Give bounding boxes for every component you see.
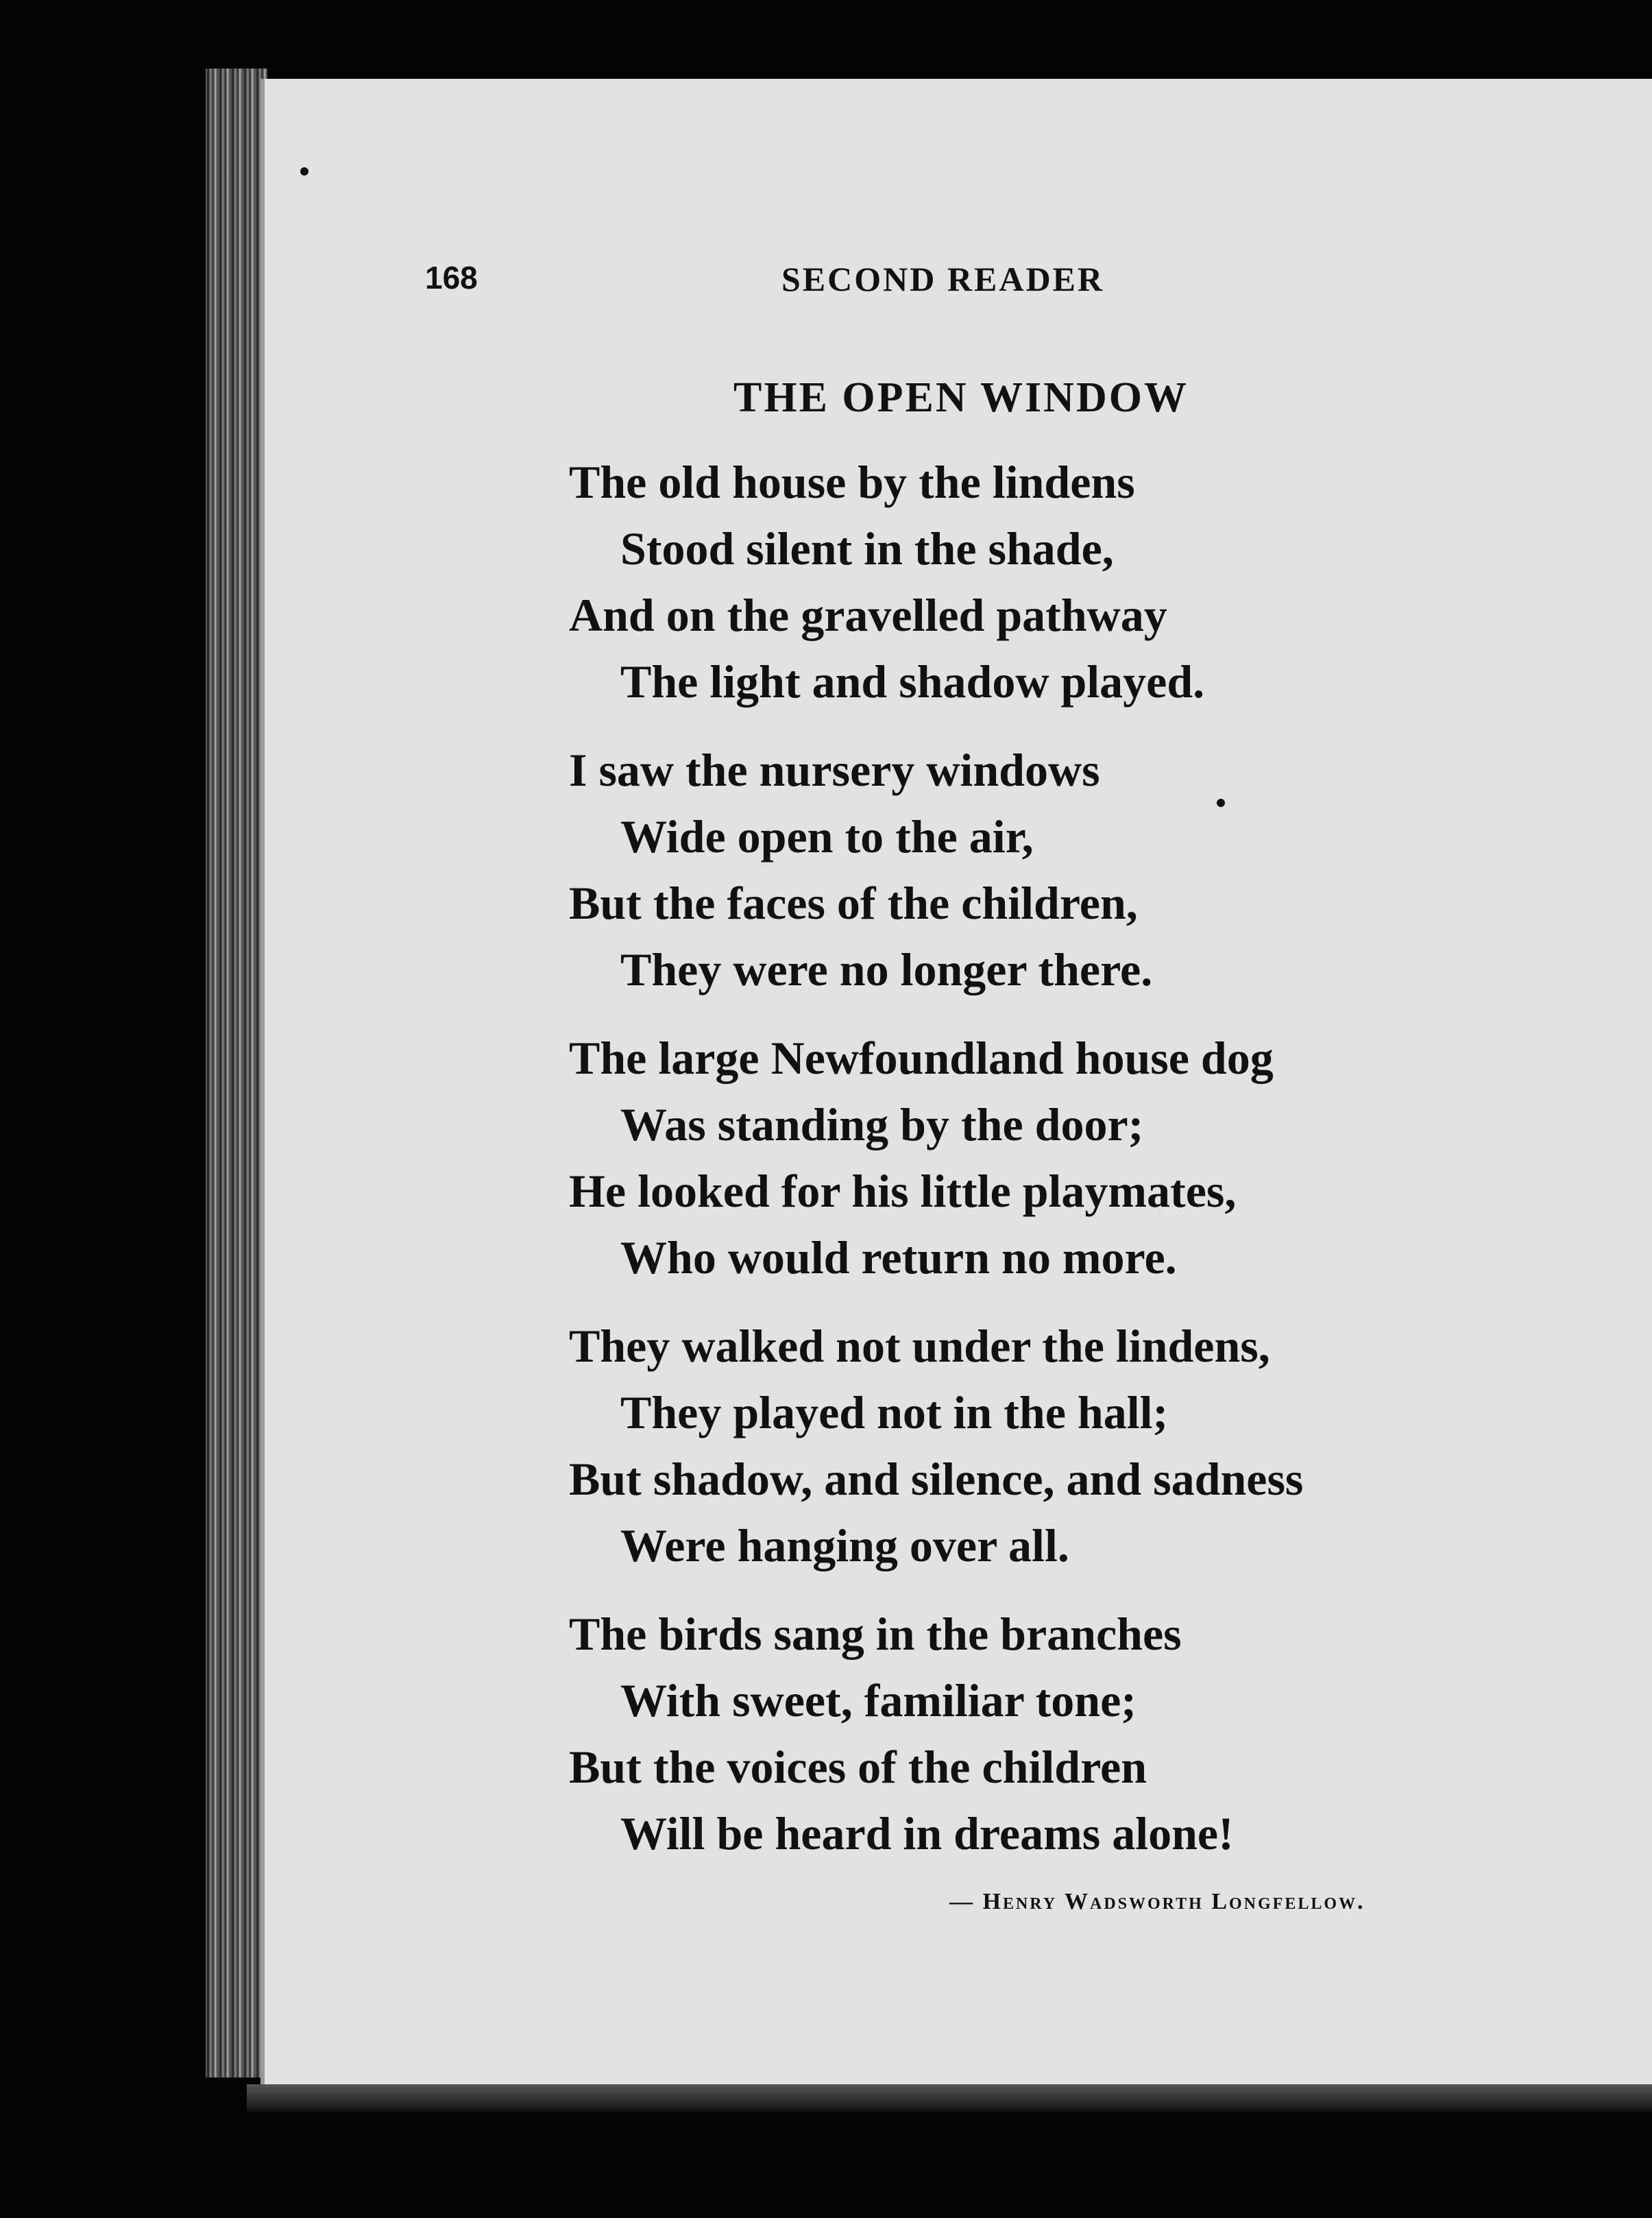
poem-line: Wide open to the air, (620, 810, 1034, 863)
stanza (569, 737, 1563, 1003)
poem-title: THE OPEN WINDOW (733, 374, 1189, 421)
poem-line: The birds sang in the branches (569, 1608, 1182, 1660)
poem-line: But shadow, and silence, and sadness (569, 1453, 1304, 1505)
poem-line: They were no longer there. (620, 943, 1153, 996)
poem-line: The light and shadow played. (620, 655, 1205, 708)
poem-line: But the voices of the children (569, 1741, 1147, 1793)
poem-line: With sweet, familiar tone; (620, 1674, 1137, 1726)
poem-line: Stood silent in the shade, (620, 522, 1114, 575)
poem-line: Who would return no more. (620, 1231, 1177, 1283)
poem-line: The large Newfoundland house dog (569, 1032, 1274, 1084)
poem-line: He looked for his little playmates, (569, 1165, 1237, 1217)
stanza (569, 449, 1563, 715)
poem-line: I saw the nursery windows (569, 744, 1100, 796)
poem-line: Will be heard in dreams alone! (620, 1807, 1234, 1859)
page-number: 168 (425, 260, 478, 296)
poem-line: Was standing by the door; (620, 1098, 1144, 1150)
page-header (0, 259, 1652, 307)
poem-line: But the faces of the children, (569, 877, 1138, 929)
poem-attribution: — Henry Wadsworth Longfellow. (949, 1889, 1365, 1914)
poem-line: They walked not under the lindens, (569, 1320, 1270, 1372)
poem-line: The old house by the lindens (569, 456, 1135, 508)
stanza (569, 1601, 1563, 1867)
stanza (569, 1313, 1563, 1579)
poem-line: They played not in the hall; (620, 1386, 1169, 1438)
poem-line: Were hanging over all. (620, 1519, 1069, 1571)
stanza (569, 1025, 1563, 1291)
book-page-edges (206, 69, 267, 2077)
running-head: SECOND READER (781, 260, 1105, 298)
poem-body (569, 449, 1563, 1889)
ink-speck (300, 167, 308, 176)
poem-line: And on the gravelled pathway (569, 589, 1167, 641)
page-bottom-shadow (247, 2084, 1652, 2112)
